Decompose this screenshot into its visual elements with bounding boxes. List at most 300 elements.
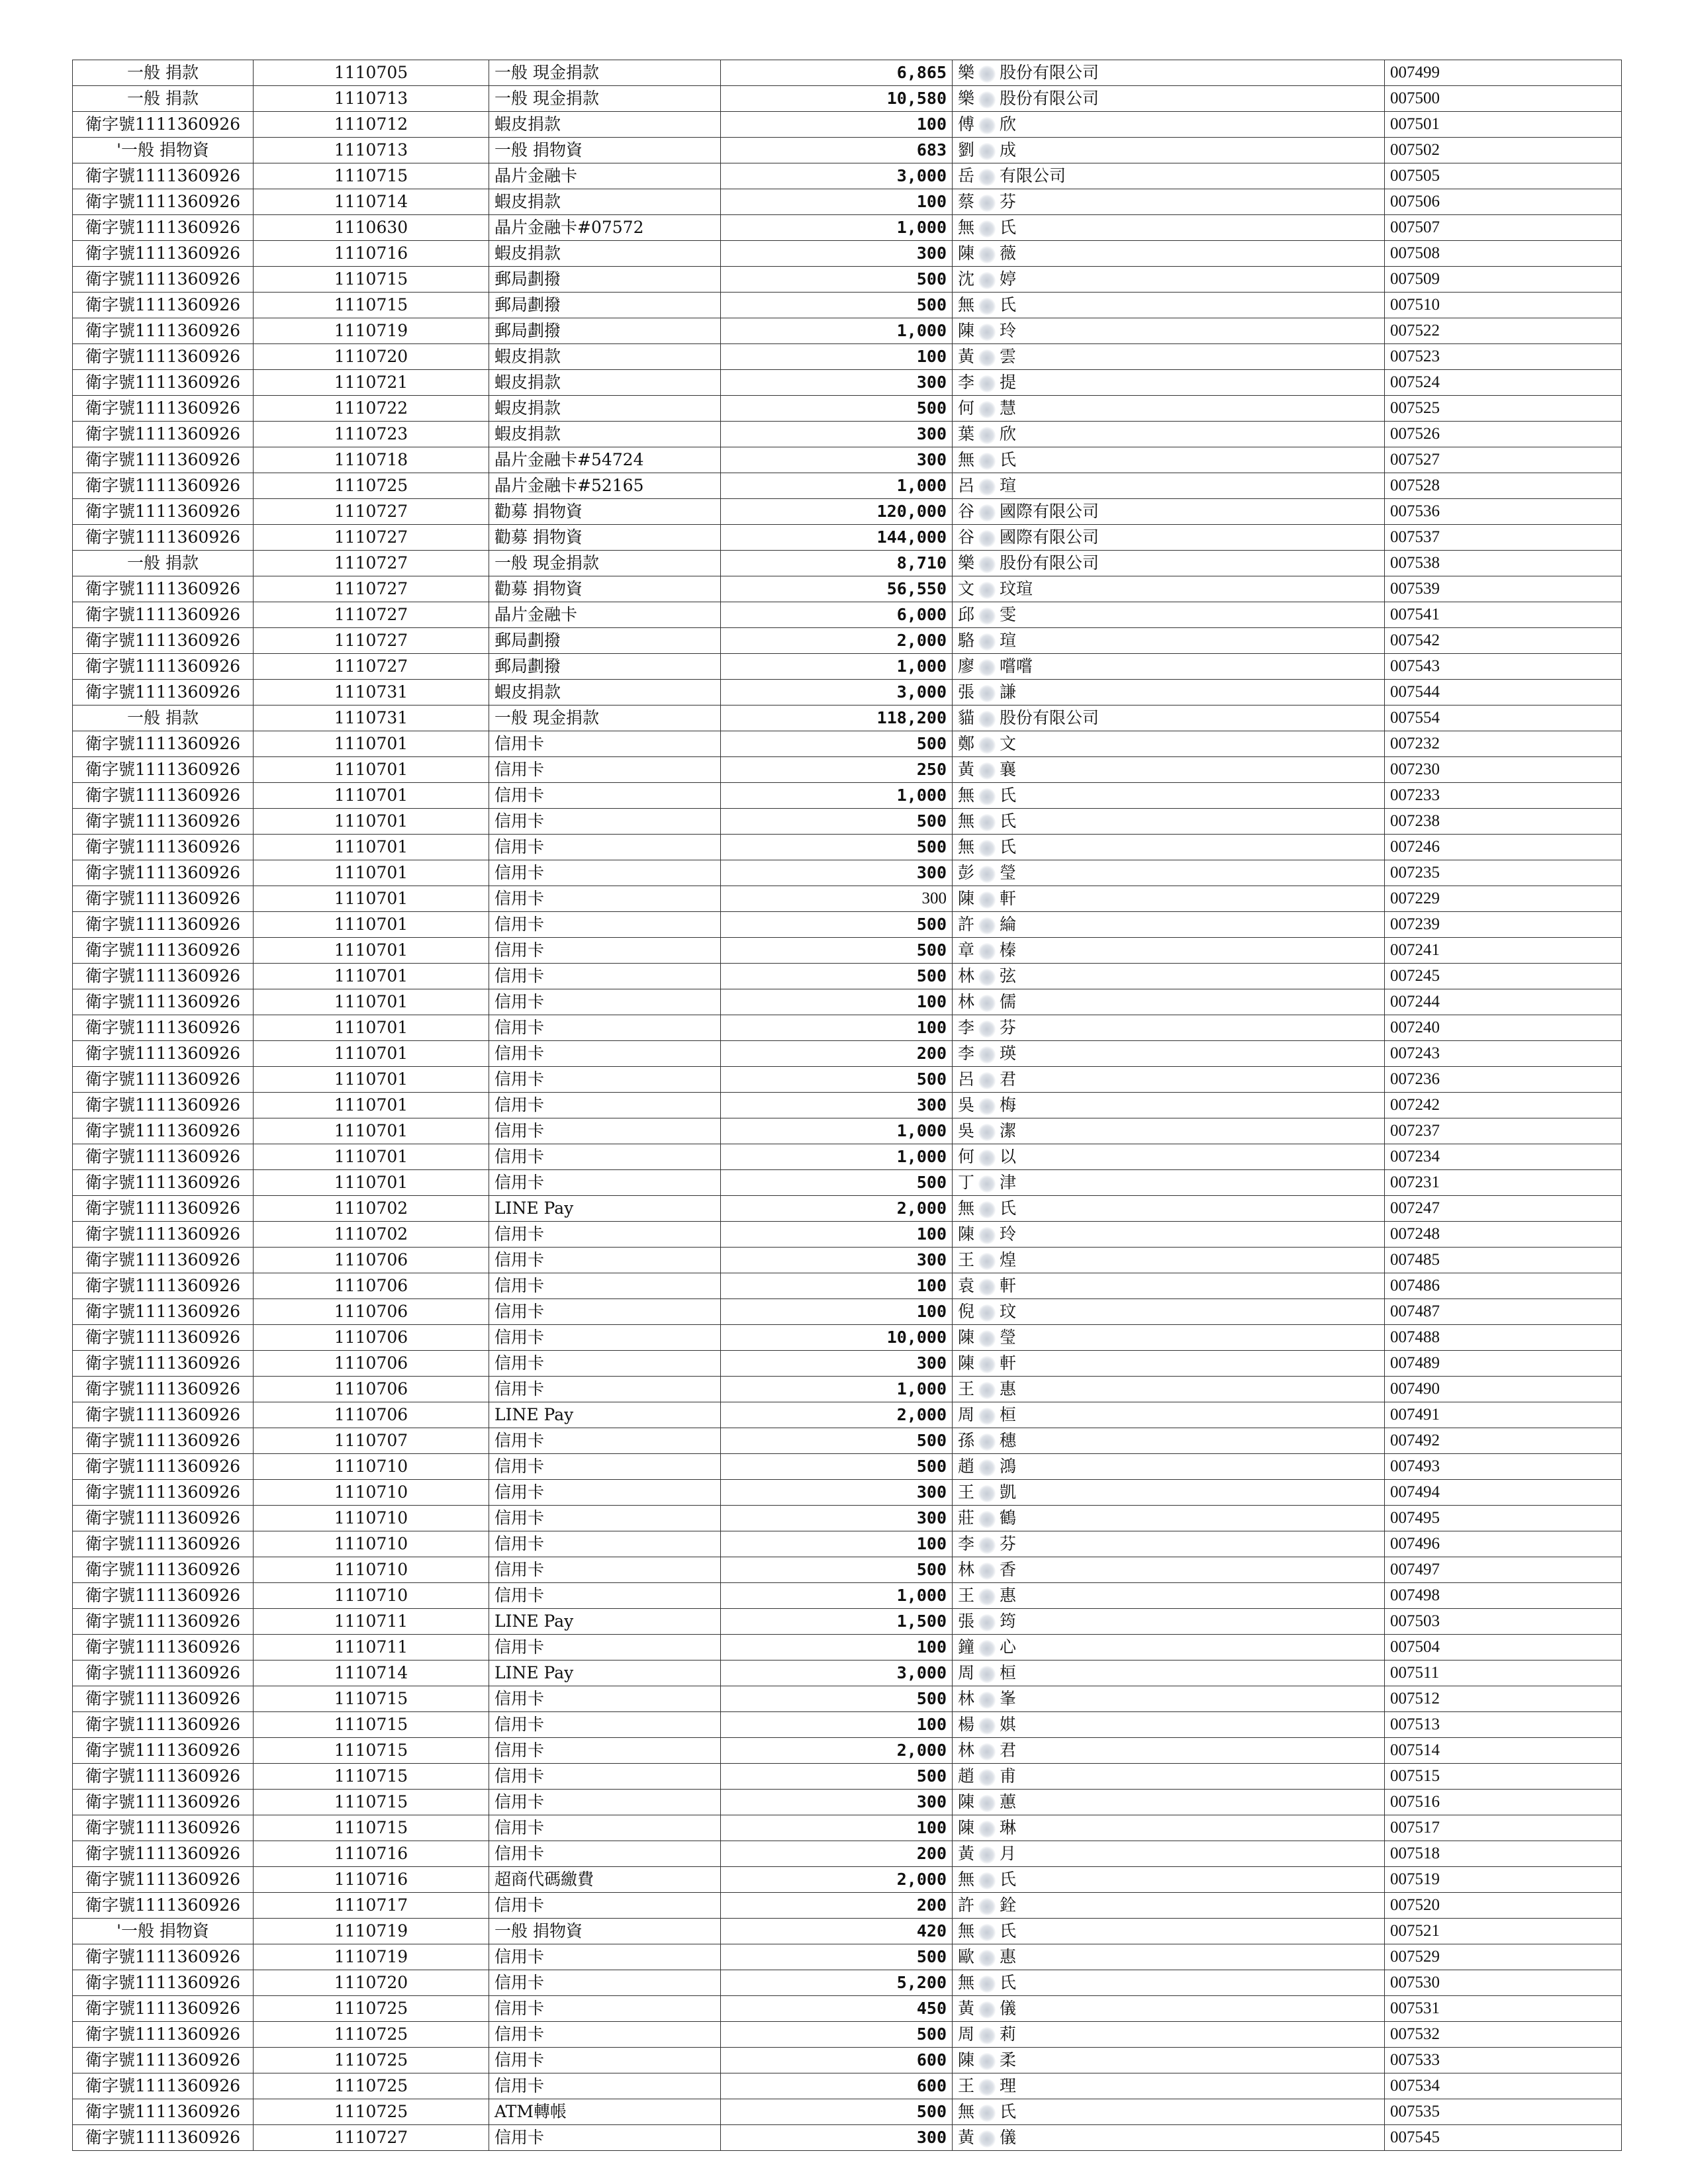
method-cell: 郵局劃撥 [489,293,721,318]
donor-surname: 黃 [958,1999,975,2018]
donor-cell [953,757,1385,783]
table-row [73,525,1622,551]
method-cell: 晶片金融卡#07572 [489,215,721,241]
project-cell: 衛字號1111360926 [73,525,254,551]
method-cell: 信用卡 [489,1377,721,1402]
date-cell: 1110720 [254,344,489,370]
redaction-blur-icon [978,272,996,289]
amount-cell: 300 [721,1093,953,1118]
amount-cell: 500 [721,1557,953,1583]
redaction-blur-icon [978,2001,996,2019]
date-cell: 1110725 [254,2073,489,2099]
method-cell: 一般 現金捐款 [489,705,721,731]
method-cell: 信用卡 [489,2073,721,2099]
project-cell: 衛字號1111360926 [73,835,254,860]
donor-cell [953,912,1385,938]
table-row [73,938,1622,964]
redaction-blur-icon [978,91,996,109]
amount-cell: 300 [721,2125,953,2151]
amount-cell: 100 [721,1299,953,1325]
donor-surname: 無 [958,295,975,314]
table-row [73,1970,1622,1996]
date-cell: 1110701 [254,1093,489,1118]
donor-surname: 呂 [958,1069,975,1089]
donor-cell [953,1893,1385,1919]
project-cell: 衛字號1111360926 [73,1196,254,1222]
receipt-number-cell: 007496 [1385,1531,1622,1557]
amount-cell: 600 [721,2073,953,2099]
table-row [73,2073,1622,2099]
redaction-blur-icon [978,1175,996,1193]
redaction-blur-icon [978,1821,996,1838]
table-row [73,1841,1622,1867]
date-cell: 1110727 [254,654,489,680]
receipt-number-cell: 007517 [1385,1815,1622,1841]
receipt-number-cell: 007508 [1385,241,1622,267]
redaction-blur-icon [978,633,996,651]
date-cell: 1110702 [254,1196,489,1222]
table-row [73,576,1622,602]
table-row [73,1067,1622,1093]
project-cell: 衛字號1111360926 [73,1712,254,1738]
date-cell: 1110715 [254,163,489,189]
project-cell: 衛字號1111360926 [73,473,254,499]
table-row [73,757,1622,783]
date-cell: 1110701 [254,989,489,1015]
date-cell: 1110721 [254,370,489,396]
amount-cell: 500 [721,267,953,293]
project-cell: 衛字號1111360926 [73,654,254,680]
amount-cell: 1,000 [721,1144,953,1170]
table-row [73,1583,1622,1609]
method-cell: 信用卡 [489,1841,721,1867]
receipt-number-cell: 007495 [1385,1506,1622,1531]
table-row [73,1944,1622,1970]
project-cell: 衛字號1111360926 [73,189,254,215]
amount-cell: 1,500 [721,1609,953,1635]
amount-cell: 300 [721,1480,953,1506]
project-cell: 衛字號1111360926 [73,757,254,783]
project-cell: 衛字號1111360926 [73,1170,254,1196]
amount-cell: 118,200 [721,705,953,731]
date-cell: 1110725 [254,473,489,499]
date-cell: 1110706 [254,1299,489,1325]
receipt-number-cell: 007237 [1385,1118,1622,1144]
donor-name-rest: 股份有限公司 [1000,63,1100,82]
redaction-blur-icon [978,1356,996,1373]
donor-cell [953,2048,1385,2073]
donor-name-rest: 桓 [1000,1663,1017,1682]
donor-name-rest: 瑩 [1000,1328,1017,1347]
redaction-blur-icon [978,2130,996,2148]
redaction-blur-icon [978,1692,996,1709]
amount-cell: 200 [721,1893,953,1919]
date-cell: 1110706 [254,1325,489,1351]
donor-name-rest: 欣 [1000,114,1017,134]
donor-cell [953,1867,1385,1893]
donor-cell [953,86,1385,112]
redaction-blur-icon [978,1253,996,1270]
method-cell: 信用卡 [489,1970,721,1996]
project-cell: 衛字號1111360926 [73,2099,254,2125]
project-cell: 衛字號1111360926 [73,422,254,447]
method-cell: 信用卡 [489,886,721,912]
donor-surname: 沈 [958,269,975,289]
donor-surname: 周 [958,1663,975,1682]
donor-cell [953,1712,1385,1738]
receipt-number-cell: 007534 [1385,2073,1622,2099]
donor-cell [953,1273,1385,1299]
amount-cell: 120,000 [721,499,953,525]
method-cell: LINE Pay [489,1196,721,1222]
donor-surname: 歐 [958,1947,975,1966]
project-cell: 衛字號1111360926 [73,1867,254,1893]
method-cell: 信用卡 [489,1506,721,1531]
donor-cell [953,267,1385,293]
method-cell: 信用卡 [489,2125,721,2151]
method-cell: 信用卡 [489,1248,721,1273]
donor-cell [953,2099,1385,2125]
donor-surname: 趙 [958,1766,975,1786]
method-cell: 信用卡 [489,1893,721,1919]
amount-cell: 100 [721,112,953,138]
amount-cell: 500 [721,1170,953,1196]
date-cell: 1110710 [254,1454,489,1480]
table-row [73,241,1622,267]
date-cell: 1110727 [254,602,489,628]
table-row [73,422,1622,447]
table-row [73,1273,1622,1299]
method-cell: 信用卡 [489,1635,721,1661]
date-cell: 1110715 [254,267,489,293]
table-row [73,1222,1622,1248]
donor-surname: 鄭 [958,734,975,753]
project-cell: 衛字號1111360926 [73,1402,254,1428]
donor-name-rest: 惠 [1000,1586,1017,1605]
method-cell: 一般 現金捐款 [489,60,721,86]
project-cell: 衛字號1111360926 [73,1506,254,1531]
donor-cell [953,1093,1385,1118]
method-cell: 蝦皮捐款 [489,112,721,138]
receipt-number-cell: 007490 [1385,1377,1622,1402]
date-cell: 1110720 [254,1970,489,1996]
date-cell: 1110717 [254,1893,489,1919]
redaction-blur-icon [978,66,996,83]
redaction-blur-icon [978,1666,996,1683]
date-cell: 1110719 [254,1919,489,1944]
donor-cell [953,1686,1385,1712]
donor-surname: 李 [958,1534,975,1553]
project-cell: 衛字號1111360926 [73,938,254,964]
donor-surname: 廖 [958,657,975,676]
table-row [73,886,1622,912]
receipt-number-cell: 007244 [1385,989,1622,1015]
amount-cell: 2,000 [721,1738,953,1764]
receipt-number-cell: 007501 [1385,112,1622,138]
donation-ledger-table [72,60,1622,2151]
donor-surname: 無 [958,1921,975,1940]
table-row [73,1635,1622,1661]
date-cell: 1110718 [254,447,489,473]
method-cell: 信用卡 [489,1041,721,1067]
donor-cell [953,1144,1385,1170]
amount-cell: 420 [721,1919,953,1944]
amount-cell: 56,550 [721,576,953,602]
table-row [73,1325,1622,1351]
date-cell: 1110706 [254,1402,489,1428]
table-row [73,112,1622,138]
project-cell: 衛字號1111360926 [73,860,254,886]
table-row [73,1661,1622,1686]
donor-cell [953,1196,1385,1222]
redaction-blur-icon [978,1485,996,1502]
date-cell: 1110705 [254,60,489,86]
method-cell: 信用卡 [489,1093,721,1118]
donor-name-rest: 瑄 [1000,631,1017,650]
donor-surname: 王 [958,1250,975,1269]
donor-name-rest: 慧 [1000,398,1017,418]
donor-surname: 樂 [958,553,975,572]
method-cell: 信用卡 [489,989,721,1015]
method-cell: 信用卡 [489,1764,721,1790]
method-cell: 信用卡 [489,1144,721,1170]
date-cell: 1110701 [254,964,489,989]
method-cell: 信用卡 [489,1351,721,1377]
redaction-blur-icon [978,762,996,780]
method-cell: 郵局劃撥 [489,628,721,654]
project-cell: 衛字號1111360926 [73,1790,254,1815]
donor-cell [953,2125,1385,2151]
receipt-number-cell: 007542 [1385,628,1622,654]
donor-surname: 岳 [958,166,975,185]
donor-name-rest: 雯 [1000,605,1017,624]
donor-surname: 黃 [958,1844,975,1863]
project-cell: 衛字號1111360926 [73,809,254,835]
donor-name-rest: 文 [1000,734,1017,753]
redaction-blur-icon [978,1769,996,1786]
method-cell: 信用卡 [489,1557,721,1583]
redaction-blur-icon [978,891,996,909]
donor-name-rest: 玲 [1000,1224,1017,1244]
table-row [73,1248,1622,1273]
donor-cell [953,602,1385,628]
redaction-blur-icon [978,349,996,367]
redaction-blur-icon [978,1640,996,1657]
amount-cell: 250 [721,757,953,783]
project-cell: 衛字號1111360926 [73,989,254,1015]
receipt-number-cell: 007510 [1385,293,1622,318]
method-cell: 信用卡 [489,809,721,835]
method-cell: 蝦皮捐款 [489,344,721,370]
date-cell: 1110701 [254,731,489,757]
project-cell: 衛字號1111360926 [73,1609,254,1635]
amount-cell: 3,000 [721,163,953,189]
receipt-number-cell: 007535 [1385,2099,1622,2125]
donor-cell [953,628,1385,654]
method-cell: 信用卡 [489,1712,721,1738]
amount-cell: 100 [721,1273,953,1299]
method-cell: 一般 現金捐款 [489,551,721,576]
amount-cell: 1,000 [721,473,953,499]
amount-cell: 300 [721,886,953,912]
amount-cell: 500 [721,912,953,938]
table-row [73,318,1622,344]
redaction-blur-icon [978,1021,996,1038]
amount-cell: 300 [721,1506,953,1531]
redaction-blur-icon [978,608,996,625]
date-cell: 1110731 [254,705,489,731]
donor-name-rest: 欣 [1000,424,1017,443]
table-row [73,1712,1622,1738]
donor-surname: 張 [958,682,975,702]
date-cell: 1110701 [254,1067,489,1093]
receipt-number-cell: 007516 [1385,1790,1622,1815]
table-row [73,1299,1622,1325]
table-row [73,163,1622,189]
donor-surname: 黃 [958,347,975,366]
table-row [73,860,1622,886]
receipt-number-cell: 007537 [1385,525,1622,551]
donor-name-rest: 股份有限公司 [1000,89,1100,108]
project-cell: '一般 捐物資 [73,138,254,163]
receipt-number-cell: 007518 [1385,1841,1622,1867]
amount-cell: 500 [721,2022,953,2048]
donor-surname: 無 [958,837,975,856]
donor-cell [953,1919,1385,1944]
method-cell: 勸募 捐物資 [489,525,721,551]
project-cell: 一般 捐款 [73,551,254,576]
project-cell: 衛字號1111360926 [73,1273,254,1299]
donor-name-rest: 芬 [1000,192,1017,211]
table-row [73,2048,1622,2073]
date-cell: 1110711 [254,1609,489,1635]
table-row [73,654,1622,680]
table-row [73,602,1622,628]
donor-cell [953,499,1385,525]
amount-cell: 300 [721,422,953,447]
donor-cell [953,654,1385,680]
project-cell: 衛字號1111360926 [73,1557,254,1583]
amount-cell: 300 [721,1248,953,1273]
donor-name-rest: 芬 [1000,1018,1017,1037]
redaction-blur-icon [978,246,996,263]
donor-name-rest: 國際有限公司 [1000,502,1100,521]
project-cell: 衛字號1111360926 [73,1093,254,1118]
date-cell: 1110715 [254,1790,489,1815]
date-cell: 1110719 [254,1944,489,1970]
date-cell: 1110701 [254,1015,489,1041]
method-cell: 信用卡 [489,1583,721,1609]
donor-surname: 無 [958,1870,975,1889]
redaction-blur-icon [978,1924,996,1941]
redaction-blur-icon [978,1330,996,1347]
donor-cell [953,1118,1385,1144]
table-row [73,964,1622,989]
donor-cell [953,1970,1385,1996]
date-cell: 1110715 [254,1686,489,1712]
redaction-blur-icon [978,117,996,134]
date-cell: 1110701 [254,1041,489,1067]
donor-name-rest: 氏 [1000,1199,1017,1218]
donor-surname: 孫 [958,1431,975,1450]
donor-surname: 呂 [958,476,975,495]
donor-cell [953,1841,1385,1867]
amount-cell: 2,000 [721,628,953,654]
project-cell: 衛字號1111360926 [73,1764,254,1790]
amount-cell: 300 [721,860,953,886]
table-row [73,1402,1622,1428]
table-row [73,1454,1622,1480]
donor-cell [953,112,1385,138]
redaction-blur-icon [978,1511,996,1528]
donor-surname: 丁 [958,1173,975,1192]
method-cell: 一般 捐物資 [489,138,721,163]
donor-surname: 無 [958,218,975,237]
date-cell: 1110727 [254,2125,489,2151]
method-cell: 晶片金融卡#54724 [489,447,721,473]
donor-surname: 無 [958,1973,975,1992]
donor-cell [953,1325,1385,1351]
amount-cell: 500 [721,938,953,964]
donor-cell [953,964,1385,989]
donor-name-rest: 梅 [1000,1095,1017,1115]
redaction-blur-icon [978,1227,996,1244]
receipt-number-cell: 007243 [1385,1041,1622,1067]
donor-name-rest: 津 [1000,1173,1017,1192]
donor-surname: 周 [958,1405,975,1424]
donor-name-rest: 以 [1000,1147,1017,1166]
table-row [73,1738,1622,1764]
donor-name-rest: 氏 [1000,450,1017,469]
donor-cell [953,731,1385,757]
receipt-number-cell: 007499 [1385,60,1622,86]
donor-name-rest: 君 [1000,1741,1017,1760]
redaction-blur-icon [978,788,996,805]
amount-cell: 100 [721,344,953,370]
receipt-number-cell: 007497 [1385,1557,1622,1583]
donor-surname: 陳 [958,1328,975,1347]
receipt-number-cell: 007248 [1385,1222,1622,1248]
project-cell: 衛字號1111360926 [73,1815,254,1841]
project-cell: 衛字號1111360926 [73,602,254,628]
receipt-number-cell: 007491 [1385,1402,1622,1428]
table-row [73,783,1622,809]
donor-name-rest: 香 [1000,1560,1017,1579]
donor-cell [953,1996,1385,2022]
donor-name-rest: 煌 [1000,1250,1017,1269]
donor-surname: 林 [958,1689,975,1708]
project-cell: 一般 捐款 [73,86,254,112]
redaction-blur-icon [978,1150,996,1167]
donor-surname: 周 [958,2025,975,2044]
project-cell: 衛字號1111360926 [73,1015,254,1041]
date-cell: 1110630 [254,215,489,241]
receipt-number-cell: 007238 [1385,809,1622,835]
donor-name-rest: 玲 [1000,321,1017,340]
method-cell: ATM轉帳 [489,2099,721,2125]
redaction-blur-icon [978,1846,996,1864]
method-cell: 信用卡 [489,1299,721,1325]
donor-surname: 趙 [958,1457,975,1476]
donor-surname: 袁 [958,1276,975,1295]
receipt-number-cell: 007514 [1385,1738,1622,1764]
project-cell: 衛字號1111360926 [73,1661,254,1686]
donor-surname: 貓 [958,708,975,727]
donor-name-rest: 潔 [1000,1121,1017,1140]
donor-name-rest: 雲 [1000,347,1017,366]
redaction-blur-icon [978,737,996,754]
donor-surname: 黃 [958,760,975,779]
